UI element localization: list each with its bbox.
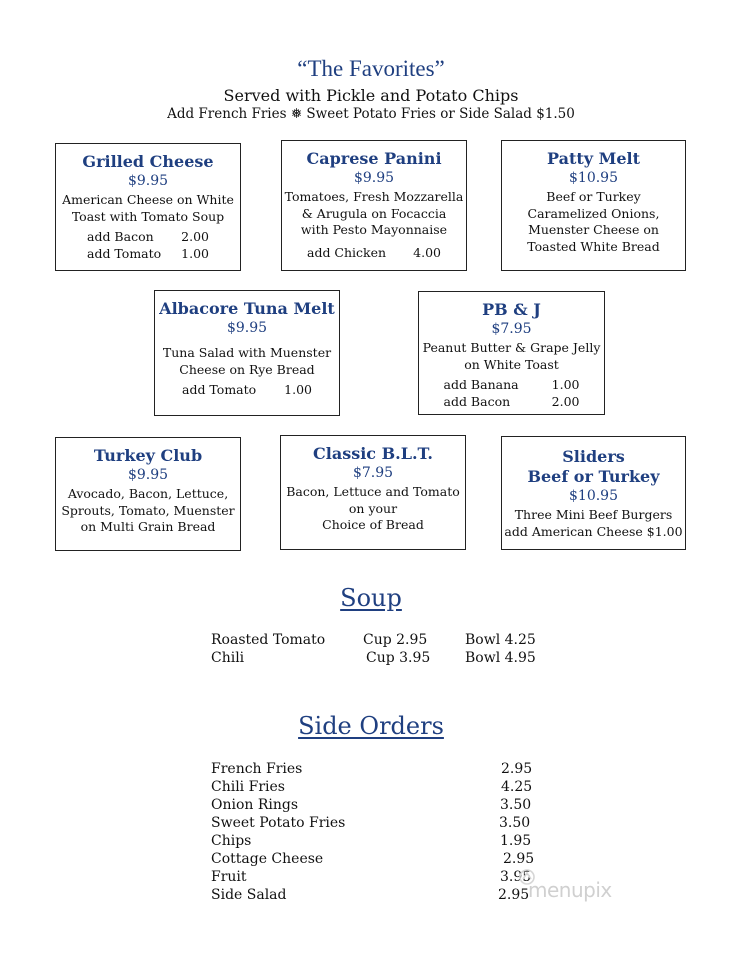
side-order-name: Chips [211,833,252,849]
side-order-name: Chili Fries [211,779,285,795]
page-title: “The Favorites” [297,56,445,81]
side-order-price: 2.95 [501,761,533,777]
item-name: Patty Melt [547,149,640,168]
add-on-row [444,394,580,411]
description-line: Bacon, Lettuce and Tomato [286,484,460,499]
add-on-row [307,245,441,262]
item-name: Sliders Beef or Turkey [527,447,660,486]
add-on-label: add Banana [443,377,519,392]
side-order-row [0,796,742,814]
side-order-name: French Fries [211,761,303,777]
side-order-name: Onion Rings [211,797,299,813]
add-on-label: add Bacon [87,229,154,244]
side-order-price: 1.95 [500,833,532,849]
side-order-row [0,778,742,796]
side-order-price: 3.50 [499,815,531,831]
item-name: Grilled Cheese [82,152,214,171]
add-on-price: 2.00 [181,229,209,244]
side-order-row [0,868,742,886]
soup-cup-price: Cup 3.95 [366,650,431,666]
description-line: Cheese on Rye Bread [179,361,315,377]
item-name: Classic B.L.T. [313,444,433,463]
menu-item-box [281,140,467,271]
add-on-label: add Chicken [307,244,387,260]
description-line: Tomatoes, Fresh Mozzarella [284,189,464,204]
menu-item-box [154,290,340,416]
side-order-name: Cottage Cheese [211,851,324,867]
side-order-price: 2.95 [503,851,535,867]
item-name: Caprese Panini [306,149,442,168]
add-on-row [182,382,312,399]
item-description [502,189,685,255]
side-order-row [0,850,742,868]
soup-cup-price: Cup 2.95 [363,632,428,648]
description-line: on White Toast [464,356,559,372]
item-price: $9.95 [353,170,395,186]
description-line: & Arugula on Focaccia [301,205,447,221]
description-line: Toast with Tomato Soup [71,208,225,224]
side-order-price: 3.50 [500,797,532,813]
menu-item-box [280,435,466,550]
description-line: Avocado, Bacon, Lettuce, [67,486,229,501]
description-line: Beef or Turkey [546,189,641,204]
item-description [56,192,240,225]
item-price: $10.95 [569,488,618,504]
menu-item-box [418,291,605,415]
item-price: $9.95 [226,320,268,336]
description-line: Peanut Butter & Grape Jelly [422,340,601,355]
item-price: $7.95 [491,321,532,337]
item-description [281,484,465,534]
item-name: Albacore Tuna Melt [159,299,335,318]
description-line: Sprouts, Tomato, Muenster [61,502,235,518]
description-line: with Pesto Mayonnaise [300,222,448,237]
item-price: $9.95 [127,173,169,189]
add-on-label: add Tomato [182,382,257,397]
menu-item-box [55,143,241,271]
side-order-name: Fruit [211,869,247,885]
menupix-watermark: menupix [528,878,612,902]
side-orders-title: Side Orders [298,712,444,740]
description-line: Toasted White Bread [527,238,660,254]
description-line: Three Mini Beef Burgers [514,507,673,522]
item-description [56,486,240,536]
add-on-label: add Bacon [443,393,511,409]
description-line: on Multi Grain Bread [80,519,216,534]
soup-row [0,631,742,649]
description-line: Tuna Salad with Muenster [162,345,332,360]
soup-name: Chili [211,650,245,666]
side-order-price: 2.95 [498,887,530,903]
side-order-row [0,886,742,904]
side-order-row [0,760,742,778]
add-on-price: 1.00 [181,245,209,261]
side-order-price: 3.95 [500,869,532,885]
soup-name: Roasted Tomato [211,632,326,648]
side-order-row [0,832,742,850]
add-on-price: 4.00 [413,244,441,260]
side-order-name: Side Salad [211,887,287,903]
item-price: $10.95 [569,170,618,186]
add-on-label: add Tomato [87,245,162,261]
add-on-row [87,246,209,263]
item-price: $7.95 [352,465,394,481]
side-order-price: 4.25 [501,779,533,795]
item-description [419,340,604,373]
item-price: $9.95 [127,467,169,483]
soup-bowl-price: Bowl 4.25 [465,632,536,648]
page-subtitle: Served with Pickle and Potato Chips [223,86,519,105]
soup-bowl-price: Bowl 4.95 [465,650,536,666]
description-line: on your [348,500,398,516]
description-line: Choice of Bread [322,517,424,532]
description-line: add American Cheese $1.00 [504,523,683,539]
add-on-price: 1.00 [551,377,580,392]
item-description [155,345,339,378]
menu-item-box [55,437,241,551]
add-on-row [87,229,209,246]
soup-title: Soup [340,584,402,612]
side-order-row [0,814,742,832]
menu-item-box [501,436,686,550]
soup-row [0,649,742,667]
add-on-row [444,377,580,394]
description-line: Caramelized Onions, [527,205,660,221]
add-on-line: Add French Fries ❅ Sweet Potato Fries or Side Salad $1.50 [167,106,575,122]
add-on-price: 2.00 [551,393,580,409]
item-description [502,507,685,540]
item-name: Turkey Club [93,446,203,465]
item-name: PB & J [482,300,541,319]
description-line: American Cheese on White [62,192,234,207]
item-description [282,189,466,239]
side-order-name: Sweet Potato Fries [211,815,346,831]
add-on-price: 1.00 [284,382,312,397]
description-line: Muenster Cheese on [528,222,659,237]
menu-item-box [501,140,686,271]
